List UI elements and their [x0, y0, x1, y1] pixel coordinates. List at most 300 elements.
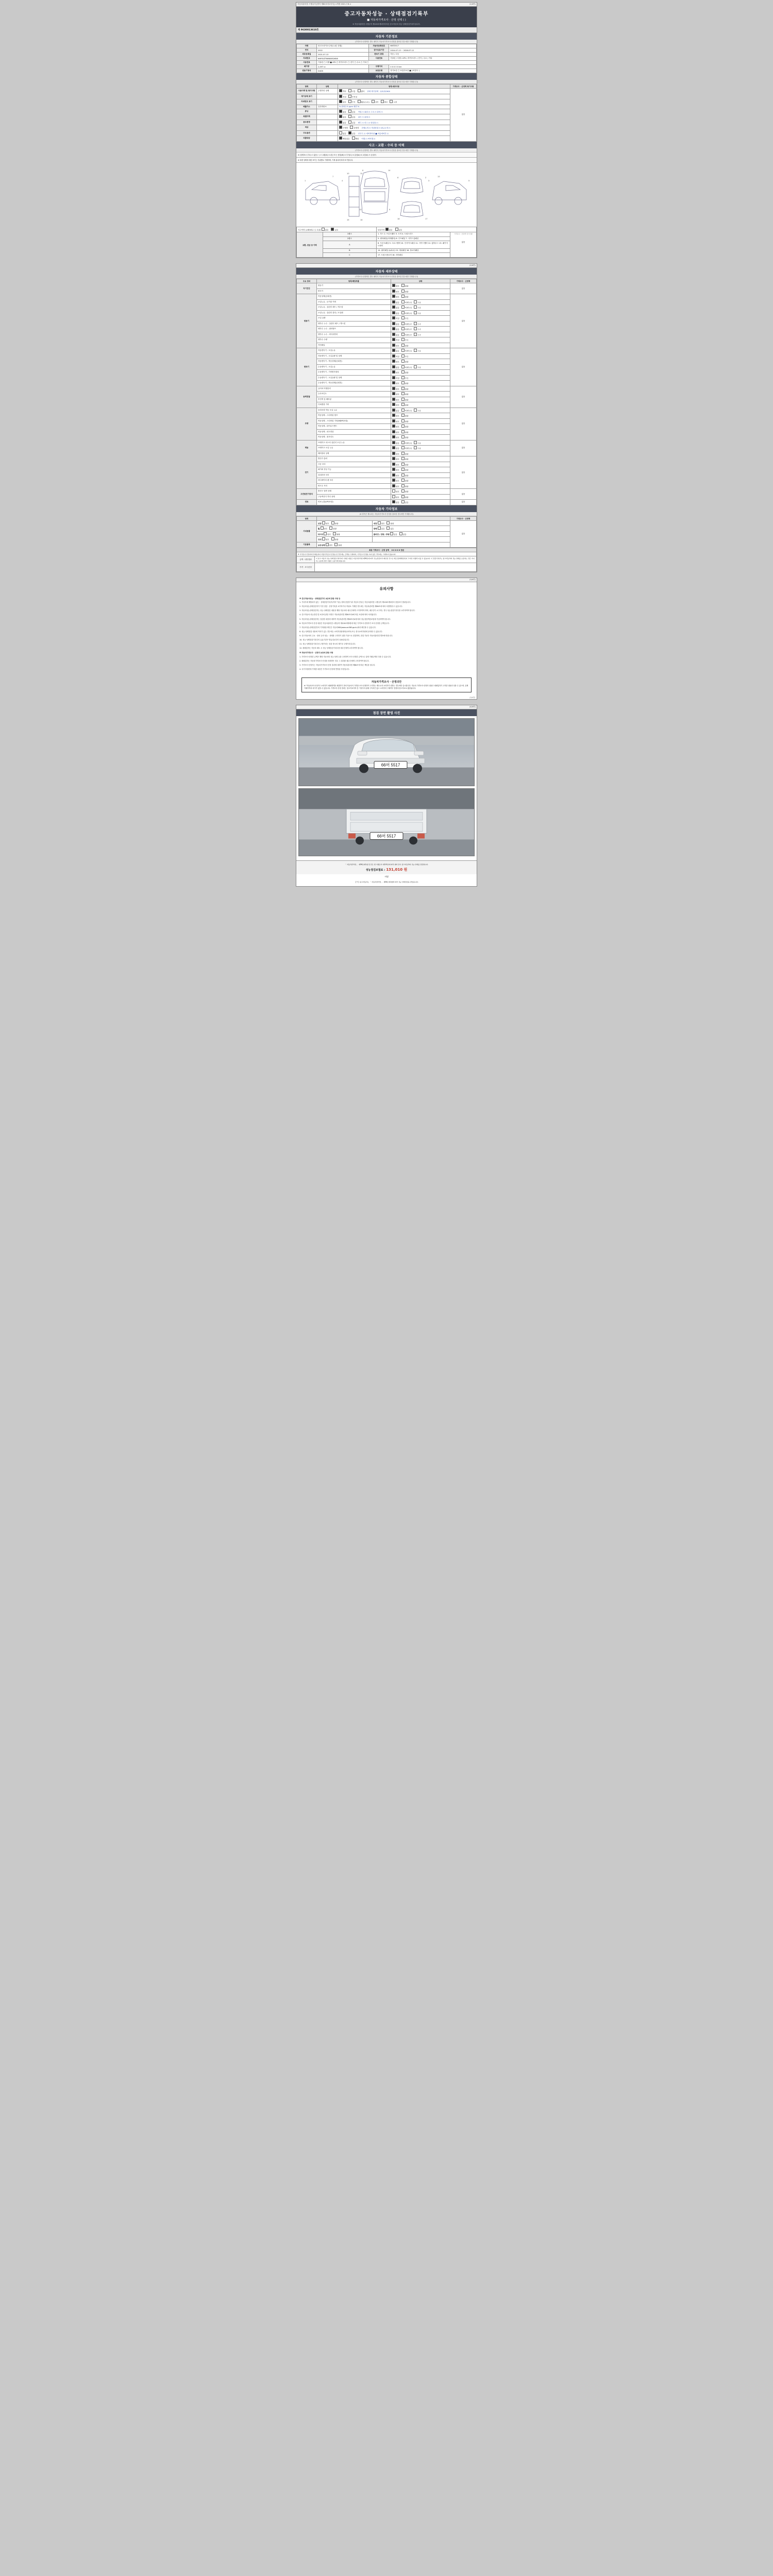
overall-opt-2-1[interactable]: 부식: [348, 100, 356, 104]
notice-section2-title: ※ 자동차가격조사 · 산정의 보증에 관한 사항: [299, 652, 333, 654]
detail-opt-1-4-0[interactable]: 적정: [392, 316, 399, 320]
front-plate-text: 66머 5517: [381, 762, 400, 768]
other-opt-b-1-0[interactable]: 있음: [378, 527, 385, 531]
svg-text:7: 7: [332, 175, 334, 178]
part-items-1: 5. 쿼터패널(리어휀더) 6. 루프패널 7. 사이드실패널: [377, 236, 450, 241]
detail-state-7-1: [391, 494, 450, 500]
accident-price-value: 없음: [461, 241, 465, 243]
table-row: [297, 321, 477, 327]
detail-opt-4-1-1[interactable]: 불량: [401, 414, 409, 418]
detail-price-2: 없음: [450, 348, 477, 386]
detail-opt-5-1-0[interactable]: 없음: [392, 446, 399, 450]
overall-opt-5-1[interactable]: 있음: [348, 115, 356, 119]
overall-name-0: 사용이력 및 특이사항: [297, 89, 317, 94]
detail-opt-1-3-1[interactable]: 미세누유: [401, 311, 412, 315]
detail-opt-2-1-1[interactable]: 부족: [401, 354, 409, 359]
detail-item-0-0: 원동기: [317, 283, 391, 289]
detail-opt-4-0-0[interactable]: 없음: [392, 409, 399, 413]
detail-opt-1-5-2[interactable]: 누수: [414, 322, 421, 326]
detail-opt-4-0-1[interactable]: 미세누유: [401, 409, 412, 413]
table-row: [297, 375, 477, 381]
detail-opt-3-0-1[interactable]: 불량: [401, 387, 409, 391]
svg-text:1: 1: [305, 179, 306, 182]
page-mark-4: (4/4면): [469, 705, 476, 708]
overall-state-3: % 탄화수소 ppm 매연 %: [338, 105, 450, 109]
detail-opt-3-3-0[interactable]: 양호: [392, 403, 399, 407]
overall-opt-1-0[interactable]: 적정: [339, 95, 346, 99]
detail-opt-5-1-2[interactable]: 누유: [414, 446, 421, 450]
overall-opt-4-1[interactable]: 있음: [348, 110, 356, 114]
overall-sub-4: [317, 109, 338, 114]
detail-item-4-5: 작동상태 - 볼조인트: [317, 435, 391, 440]
overall-opt-2-3[interactable]: 상이: [372, 100, 379, 104]
svg-text:11: 11: [360, 172, 363, 175]
front-photo: [298, 718, 475, 786]
detail-opt-0-0-1[interactable]: 불량: [401, 284, 409, 288]
detail-opt-6-5-0[interactable]: 양호: [392, 484, 399, 488]
table-row: [297, 472, 477, 478]
other-extra-opt-0-0[interactable]: 양호: [326, 543, 333, 547]
overall-name-8: 주요옵션: [297, 130, 317, 136]
detail-opt-2-6-0[interactable]: 양호: [392, 381, 399, 385]
detail-opt-2-3-2[interactable]: 누유: [414, 365, 421, 369]
section-basic-note: (가격조사·산정액은 별도 페이지 자동차가격조사·산정을 참조한 경우에만 기재합니다): [296, 40, 477, 44]
detail-opt-0-0-0[interactable]: 양호: [392, 284, 399, 288]
detail-item-5-1: 브레이크 오일 누유: [317, 446, 391, 451]
notice-item-a-6: 7. 자동차성능상태점검부의 기재내용 확인은 자동차365(www.car365.go.kr)에서 확인할 수 있습니다.: [299, 626, 376, 629]
detail-opt-1-8-1[interactable]: 부족: [401, 338, 409, 342]
detail-opt-4-3-0[interactable]: 양호: [392, 425, 399, 429]
detail-opt-1-1-1[interactable]: 미세누유: [401, 300, 412, 304]
other-opt-b-2-0[interactable]: 있음: [390, 532, 397, 536]
basic-value-5: 2,497 cc: [317, 65, 369, 69]
other-col-1: 항목: [297, 516, 317, 520]
detail-item-3-0: 클러치 어셈블리: [317, 386, 391, 392]
notice-item-a-3: 4. 중고자동차 성능점검 및 보증에 관한 사항은 자동차관리법 제58조의4에 따른 보험에 따라 처리됩니다.: [299, 614, 377, 616]
overall-name-1: 계기상태 표기: [297, 94, 317, 99]
detail-opt-2-6-1[interactable]: 불량: [401, 381, 409, 385]
detail-opt-1-8-0[interactable]: 적정: [392, 338, 399, 342]
other-col-4: 가격조사 · 산정액: [450, 516, 477, 520]
detail-state-6-3: [391, 472, 450, 478]
detail-item-6-4: 라디에이터 팬 모터: [317, 478, 391, 484]
table-row: [297, 44, 477, 48]
overall-opt-6-1[interactable]: 있음: [348, 121, 356, 125]
detail-opt-5-0-2[interactable]: 누유: [414, 441, 421, 445]
detail-opt-7-0-0[interactable]: 양호: [392, 489, 399, 494]
table-row: [297, 125, 477, 131]
photos-title: 점검 장면 촬영 사진: [296, 709, 477, 716]
fee-total-value: 131,010 원: [386, 867, 408, 872]
sheet3-header: [296, 578, 477, 582]
detail-item-8-0: 연료누출(LPG포함): [317, 500, 391, 505]
part-grade-4: C: [323, 253, 376, 258]
detail-opt-1-6-2[interactable]: 누수: [414, 327, 421, 331]
detail-opt-6-5-1[interactable]: 불량: [401, 484, 409, 488]
detail-opt-1-5-0[interactable]: 없음: [392, 322, 399, 326]
detail-opt-6-1-0[interactable]: 양호: [392, 463, 399, 467]
table-row: [297, 94, 477, 99]
basic-value2-3: 가솔린 / 디젤 / LPG / 하이브리드 / 전기 / 수소 / 기타: [389, 57, 477, 61]
basic-label-6: 원동기형식: [297, 69, 317, 73]
front-photo-svg: [299, 719, 474, 786]
detail-item-3-3: 디퍼렌셜 기어: [317, 402, 391, 408]
overall-opt-2-0[interactable]: 양호: [339, 100, 346, 104]
detail-opt-1-6-0[interactable]: 없음: [392, 327, 399, 331]
overall-sub-0: 주행거리 상태: [317, 89, 338, 94]
overall-sub-8: [317, 130, 338, 136]
other-extra-label: 기본품목: [297, 542, 317, 548]
table-row: [297, 429, 477, 435]
detail-opt-1-2-2[interactable]: 누유: [414, 306, 421, 310]
svg-text:2: 2: [425, 176, 427, 179]
detail-group-0: 자기진단: [297, 283, 317, 294]
detail-opt-4-1-0[interactable]: 양호: [392, 414, 399, 418]
table-row: [297, 397, 477, 402]
overall-opt-2-4[interactable]: 변조: [381, 100, 388, 104]
detail-opt-3-1-1[interactable]: 불량: [401, 392, 409, 396]
detail-opt-2-0-2[interactable]: 누유: [414, 349, 421, 353]
other-opt-b-1-1[interactable]: 없음: [386, 527, 394, 531]
detail-opt-5-0-1[interactable]: 미세누유: [401, 441, 412, 445]
overall-opt-0-2[interactable]: 많다: [358, 89, 365, 93]
detail-state-4-4: [391, 429, 450, 435]
detail-item-1-1: 오일누유 - 로커암 커버: [317, 299, 391, 305]
fee-footer: 【 Y 】중고자동차는 「 자동차관리법 」 제58조제1항에 따라 성능·상태점검을 받았습니다.: [355, 880, 418, 883]
table-row: [297, 227, 477, 232]
overall-state-2: [338, 99, 450, 105]
other-opt-a-2-0[interactable]: 양호: [324, 532, 331, 536]
detail-opt-6-0-0[interactable]: 양호: [392, 457, 399, 461]
detail-opt-3-2-0[interactable]: 양호: [392, 398, 399, 402]
other-opt-a-2-1[interactable]: 불량: [333, 532, 340, 536]
overall-opt-1-1[interactable]: 부적정: [348, 95, 357, 99]
detail-item-2-0: 자동변속기 - 오일누유: [317, 348, 391, 354]
detail-item-1-4: 오일 유량: [317, 316, 391, 321]
detail-state-2-4: [391, 370, 450, 376]
detail-opt-6-4-0[interactable]: 양호: [392, 479, 399, 483]
detail-opt-1-3-0[interactable]: 없음: [392, 311, 399, 315]
detail-opt-6-0-1[interactable]: 불량: [401, 457, 409, 461]
detail-col-3: 상태: [391, 279, 450, 283]
form-code: 자동차관리법 시행규칙 [별지 제82호의2서식] <개정 2021.7.6.>: [297, 3, 351, 5]
overall-col-2: 상태: [317, 84, 338, 89]
total-price-note: ※ 가격조사·산정자에 상태등록자 차량가격조사·산정을 한 경우에는 금액을 기재하며, 가격조사·산정을 하지 않은 경우에는 기재하지 않습니다.: [297, 552, 477, 556]
detail-opt-1-2-0[interactable]: 없음: [392, 306, 399, 310]
overall-opt-4-0[interactable]: 없음: [339, 110, 346, 114]
section-other-title: 자동차 기타정보: [296, 505, 477, 512]
table-row: [297, 130, 477, 136]
detail-item-5-2: 배력장치 상태: [317, 451, 391, 456]
table-row: [297, 478, 477, 484]
overall-state-0: 적다 보통 많다 현재 계기상태 : 129,529km: [338, 89, 450, 94]
detail-opt-3-2-1[interactable]: 불량: [401, 398, 409, 402]
detail-item-6-0: 발전기 출력: [317, 456, 391, 462]
table-row: [297, 381, 477, 386]
detail-opt-7-1-1[interactable]: 불량: [401, 495, 409, 499]
accident-history-opt-none[interactable]: 없음: [322, 228, 329, 232]
detail-item-1-2: 오일누유 - 실린더 헤드 / 개스킷: [317, 305, 391, 311]
table-row: [297, 500, 477, 505]
page-mark-1: (1/4면): [469, 3, 476, 5]
overall-opt-6-0[interactable]: 없음: [339, 121, 346, 125]
overall-opt-2-5[interactable]: 도말: [390, 100, 397, 104]
table-row: [297, 386, 477, 392]
detail-opt-2-3-0[interactable]: 없음: [392, 365, 399, 369]
detail-opt-5-2-0[interactable]: 양호: [392, 452, 399, 456]
notice-item-c-2: 3. 가격조사·산정자는 자동차가격조사·산정 결과에 대하여 자동차관리법 제80조에 따른 책임을 집니다.: [299, 664, 376, 666]
table-head-row: [297, 516, 477, 520]
svg-text:13: 13: [438, 175, 440, 178]
overall-sub-6: [317, 120, 338, 125]
vehicle-diagram: [296, 163, 477, 227]
detail-state-1-0: [391, 294, 450, 300]
detail-state-1-6: [391, 327, 450, 332]
detail-opt-1-4-1[interactable]: 부족: [401, 316, 409, 320]
other-opt-a-3-1[interactable]: 불량: [331, 537, 339, 541]
detail-opt-4-2-1[interactable]: 불량: [401, 419, 409, 423]
detail-state-2-2: [391, 359, 450, 365]
basic-value-0: 봉고3 파이오니어(1.4톤 킹캡): [317, 44, 369, 48]
notice-item-b-2: 11. 성능·상태점검기록부상 주행거리는 점검 당시의 계기상 주행거리입니다.: [299, 643, 356, 646]
detail-opt-4-3-1[interactable]: 불량: [401, 425, 409, 429]
detail-opt-8-0-1[interactable]: 있음: [401, 500, 409, 504]
detail-opt-0-1-0[interactable]: 양호: [392, 290, 399, 294]
table-row: [297, 343, 477, 348]
detail-opt-4-5-0[interactable]: 양호: [392, 435, 399, 439]
other-rows: [297, 520, 477, 548]
notice-section1-title: ※ 중고자동차성능 · 상태점검기의 보증에 관한 사항 등: [299, 598, 341, 600]
other-extra-opt-0-1[interactable]: 불량: [334, 543, 342, 547]
other-opt-a-0-1[interactable]: 불량: [331, 521, 339, 526]
detail-state-table: [296, 279, 477, 505]
simple-repair-opt-none[interactable]: 없음: [385, 228, 393, 232]
part-items-4: 17. 트렁크플로어 18. 리어패널: [377, 253, 450, 258]
detail-price-8: 없음: [450, 500, 477, 505]
table-row: [297, 418, 477, 424]
detail-opt-1-7-2[interactable]: 누수: [414, 333, 421, 337]
detail-opt-1-2-1[interactable]: 미세누유: [401, 306, 412, 310]
detail-opt-1-6-1[interactable]: 미세누수: [401, 327, 412, 331]
price-warning-body: ※ "자동차조사·산정"은 소비자가 매매계약을 체결하기 전에 자동차의 가격을 조사·산정하여 고지하는 제도로서 소비자가 원하는 경우에만 실시합니다. 자동차 가격조사·산정의 내용은 매매업자가 고지한 내용과 다를 수 있으며, 실제 거래가격과 차이가 있을 수 있습니다. 가격조사·산정 결과는 참고자료이며 본 기록부의 판매 구속력은 없고 소비자의 구매여부 결정에 참고자료로 활용됩니다.: [304, 684, 468, 689]
detail-opt-3-1-0[interactable]: 양호: [392, 392, 399, 396]
detail-opt-4-2-0[interactable]: 양호: [392, 419, 399, 423]
detail-opt-6-2-0[interactable]: 양호: [392, 468, 399, 472]
detail-state-4-0: [391, 408, 450, 413]
overall-opt-8-1[interactable]: 있음: [348, 131, 356, 135]
detail-opt-1-1-0[interactable]: 없음: [392, 300, 399, 304]
table-row: [297, 537, 477, 543]
detail-opt-1-1-2[interactable]: 누유: [414, 300, 421, 304]
overall-sub-2: [317, 99, 338, 105]
table-row: [297, 327, 477, 332]
sheet2-header: [296, 264, 477, 268]
notice-item-c-3: 4. 특기사항란에 기재한 내용은 가격조사·산정에 반영된 사항입니다.: [299, 668, 350, 670]
overall-state-8: 없음 있음 선루프 □ 내비게이션 ■ 자동에어컨 □: [338, 130, 450, 136]
section-accident-title: 사고 · 교환 · 수리 등 이력: [296, 142, 477, 148]
detail-opt-2-5-0[interactable]: 적정: [392, 376, 399, 380]
detail-opt-1-5-1[interactable]: 미세누수: [401, 322, 412, 326]
detail-opt-4-5-1[interactable]: 불량: [401, 435, 409, 439]
detail-group-5: 제동: [297, 440, 317, 456]
detail-opt-2-4-0[interactable]: 양호: [392, 370, 399, 375]
table-row: [297, 467, 477, 473]
overall-opt-7-0[interactable]: 무채색: [339, 126, 348, 130]
detail-opt-2-4-1[interactable]: 불량: [401, 370, 409, 375]
basic-value-1: 2022: [317, 48, 369, 53]
detail-opt-2-1-0[interactable]: 적정: [392, 354, 399, 359]
other-opt-b-2-1[interactable]: 없음: [399, 532, 407, 536]
detail-opt-1-0-1[interactable]: 불량: [401, 295, 409, 299]
detail-opt-3-0-0[interactable]: 양호: [392, 387, 399, 391]
svg-text:17: 17: [425, 217, 428, 220]
basic-label2-1: 검사유효기간: [369, 48, 389, 53]
detail-item-2-5: 수동변속기 - 오일유량 및 상태: [317, 375, 391, 381]
detail-item-7-1: 구동축전지 격리 상태: [317, 494, 391, 500]
detail-opt-1-0-0[interactable]: 양호: [392, 295, 399, 299]
detail-opt-7-0-1[interactable]: 불량: [401, 489, 409, 494]
notice-list-2: [299, 635, 474, 650]
detail-opt-5-0-0[interactable]: 없음: [392, 441, 399, 445]
table-head-row: [297, 84, 477, 89]
rear-photo: [298, 788, 475, 856]
total-price-table: [296, 548, 477, 572]
detail-opt-6-4-1[interactable]: 불량: [401, 479, 409, 483]
detail-price-5: 없음: [450, 440, 477, 456]
other-opt-b-0-1[interactable]: 불량: [386, 521, 394, 526]
detail-state-4-1: [391, 413, 450, 419]
detail-opt-5-2-1[interactable]: 불량: [401, 452, 409, 456]
table-row: [297, 136, 477, 142]
detail-opt-2-0-1[interactable]: 미세누유: [401, 349, 412, 353]
detail-opt-2-2-0[interactable]: 양호: [392, 360, 399, 364]
detail-state-4-5: [391, 435, 450, 440]
detail-opt-1-7-1[interactable]: 미세누수: [401, 333, 412, 337]
detail-opt-4-4-0[interactable]: 양호: [392, 430, 399, 434]
rear-plate-text: 66머 5517: [377, 834, 396, 839]
detail-opt-1-9-0[interactable]: 양호: [392, 344, 399, 348]
overall-opt-8-0[interactable]: 없음: [339, 131, 346, 135]
basic-value-2: 2021-07-13: [317, 53, 369, 57]
other-opt-a-1-1[interactable]: 불량: [329, 527, 337, 531]
detail-opt-4-4-1[interactable]: 불량: [401, 430, 409, 434]
detail-price-0: 없음: [450, 283, 477, 294]
part-grade-0: 1랭크: [323, 232, 376, 237]
overall-sub-5: [317, 114, 338, 120]
other-b-0: 내장 양호 불량: [372, 520, 450, 526]
other-opt-a-1-0[interactable]: 양호: [321, 527, 328, 531]
detail-group-8: 연료: [297, 500, 317, 505]
table-row: [297, 451, 477, 456]
table-row: [297, 563, 477, 572]
accident-history-opt-yes[interactable]: 있음: [331, 228, 338, 232]
detail-opt-6-3-0[interactable]: 양호: [392, 473, 399, 478]
detail-opt-2-0-0[interactable]: 없음: [392, 349, 399, 353]
detail-opt-7-1-0[interactable]: 양호: [392, 495, 399, 499]
table-row: [297, 552, 477, 556]
overall-name-9: 리콜대상: [297, 136, 317, 142]
notice-body: [296, 594, 477, 674]
detail-state-1-1: [391, 299, 450, 305]
notice-item-a-1: 2. 자동차성능상태점검자가 거짓 점검 · 산정기록을 교부하거나 허위로 기재한 경우에는 자동차관리법 제80조에 따라 처벌받을 수 있습니다.: [299, 605, 403, 608]
svg-text:14: 14: [388, 168, 391, 172]
table-row: [297, 359, 477, 365]
basic-value-6: D4CB: [317, 69, 369, 73]
detail-opt-2-3-1[interactable]: 미세누유: [401, 365, 412, 369]
notice-item-a-7: 8. 성능·상태점검 내용에 이의가 있는 경우에는 소비자상담센터(1372) 또는 한국소비자원에 문의할 수 있습니다.: [299, 630, 383, 633]
overall-opt-7-1[interactable]: 유채색: [350, 126, 359, 130]
table-row: [297, 109, 477, 114]
other-opt-a-0-0[interactable]: 양호: [322, 521, 329, 526]
overall-col-1: 항목: [297, 84, 317, 89]
overall-opt-0-0[interactable]: 적다: [339, 89, 346, 93]
signature-label: 서명: [384, 875, 389, 878]
detail-opt-6-2-1[interactable]: 불량: [401, 468, 409, 472]
detail-opt-6-1-1[interactable]: 불량: [401, 463, 409, 467]
svg-text:15: 15: [347, 218, 349, 221]
detail-opt-5-1-1[interactable]: 미세누유: [401, 446, 412, 450]
detail-opt-1-3-2[interactable]: 누유: [414, 311, 421, 315]
table-row: [297, 89, 477, 94]
notice-item-b-1: 10. 성능·상태점검기록부의 유효기간은 발급일로부터 120일입니다.: [299, 639, 350, 641]
table-row: [297, 316, 477, 321]
detail-price-3: 없음: [450, 386, 477, 408]
rear-photo-svg: [299, 789, 474, 856]
detail-state-3-3: [391, 402, 450, 408]
detail-opt-8-0-0[interactable]: 없음: [392, 500, 399, 504]
overall-opt-5-0[interactable]: 없음: [339, 115, 346, 119]
detail-item-2-4: 수동변속기 - 기어변속장치: [317, 370, 391, 376]
detail-opt-2-2-1[interactable]: 불량: [401, 360, 409, 364]
table-row: [297, 440, 477, 446]
overall-name-5: 특별이력: [297, 114, 317, 120]
overall-opt-0-1[interactable]: 보통: [348, 89, 356, 93]
detail-opt-2-5-1[interactable]: 부족: [401, 376, 409, 380]
total-row-label-1: 가격 · 조사산정: [297, 563, 315, 572]
detail-opt-0-1-1[interactable]: 불량: [401, 290, 409, 294]
overall-opt-9-1[interactable]: 해당: [352, 137, 359, 141]
detail-opt-4-0-2[interactable]: 누유: [414, 409, 421, 413]
svg-text:10: 10: [347, 172, 349, 175]
table-row: [297, 294, 477, 300]
detail-item-3-1: 등속조인트: [317, 392, 391, 397]
detail-state-1-4: [391, 316, 450, 321]
other-a-3: 유리 양호 불량: [317, 537, 373, 543]
detail-opt-1-9-1[interactable]: 불량: [401, 344, 409, 348]
detail-item-2-2: 자동변속기 - 작동상태(공회전): [317, 359, 391, 365]
sheet4-header: [296, 705, 477, 709]
overall-opt-9-0[interactable]: 해당없음: [339, 137, 350, 141]
basic-value2-1: 2024-07-13 ~ 2026-07-12: [389, 48, 477, 53]
overall-state-7: 무채색 유채색 전체도색 □ 색상변경 □ 판금도색 □: [338, 125, 450, 131]
document-title: 중고자동차성능 · 상태점검기록부: [344, 11, 429, 17]
detail-opt-6-3-1[interactable]: 불량: [401, 473, 409, 478]
simple-repair-opt-yes[interactable]: 있음: [395, 228, 402, 232]
table-row: [297, 53, 477, 57]
svg-text:18: 18: [397, 217, 400, 220]
overall-opt-2-2[interactable]: 훼손(오손): [358, 100, 369, 104]
detail-opt-3-3-1[interactable]: 불량: [401, 403, 409, 407]
detail-state-6-4: [391, 478, 450, 484]
section-detail-title: 자동차 세부상태: [296, 268, 477, 275]
other-opt-a-3-0[interactable]: 양호: [322, 537, 329, 541]
other-opt-b-0-0[interactable]: 양호: [378, 521, 385, 526]
detail-price-1: 없음: [450, 294, 477, 348]
basic-label2-6: 보증유형: [369, 69, 389, 73]
basic-label-5: 배기량: [297, 65, 317, 69]
fee-total-label: 성능점검보험료 :: [365, 868, 385, 872]
detail-opt-1-7-0[interactable]: 없음: [392, 333, 399, 337]
